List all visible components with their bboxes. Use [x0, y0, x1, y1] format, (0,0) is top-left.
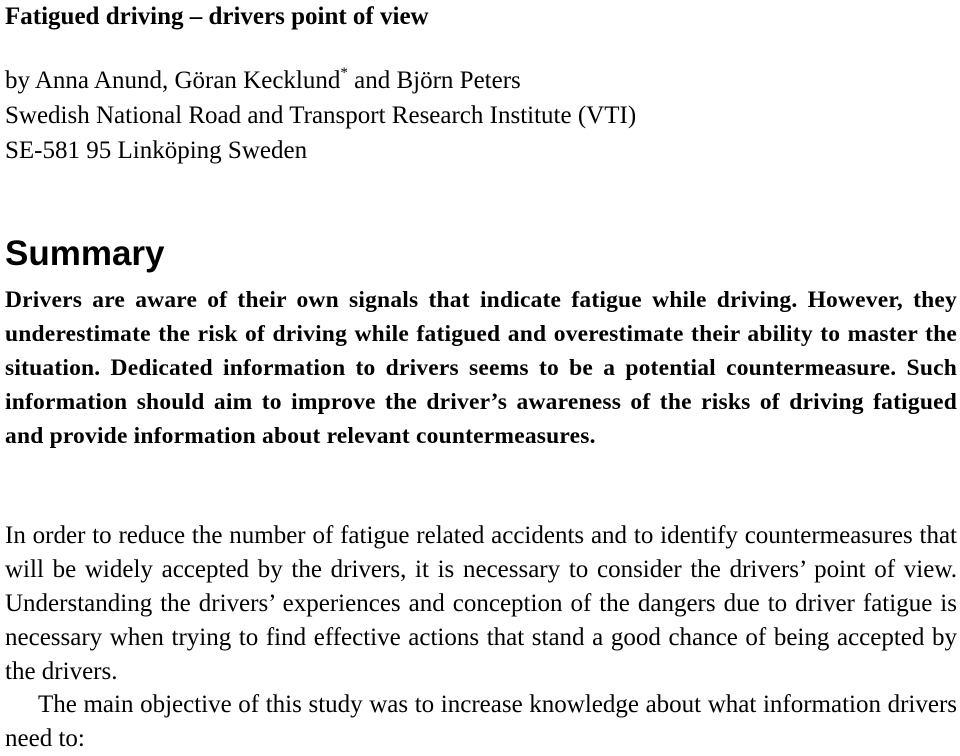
affiliation: Swedish National Road and Transport Research Institute (VTI)	[5, 102, 637, 129]
paper-title: Fatigued driving – drivers point of view	[5, 3, 429, 30]
address: SE-581 95 Linköping Sweden	[5, 137, 308, 164]
summary-paragraph: Drivers are aware of their own signals that indicate fatigue while driving. However, they underestimate the risk of driving while fatigued and overestimate their ability to master the situation. Dedicated information to drivers seems to be a potential countermeasure. Such information should aim to improve the driver’s awareness of the risks of driving fatigued and provide information about relevant countermeasures.	[5, 287, 957, 449]
author-names: by Anna Anund, Göran Kecklund	[5, 67, 341, 94]
author-names-end: and Björn Peters	[347, 67, 521, 94]
author-line	[5, 63, 636, 98]
body-paragraph-2: The main objective of this study was to increase knowledge about what information drivers need to:	[5, 691, 957, 752]
footnote-marker: *	[340, 65, 348, 81]
author-block	[5, 63, 636, 168]
summary-heading: Summary	[5, 234, 165, 273]
body-paragraph-1: In order to reduce the number of fatigue related accidents and to identify countermeasures that will be widely accepted by the drivers, it is necessary to consider the drivers’ point of view. Understanding the drivers’ experiences and conception of the dangers due to driver fatigue is necessary when trying to find effective actions that stand a good chance of being accepted by the drivers.	[5, 522, 957, 685]
